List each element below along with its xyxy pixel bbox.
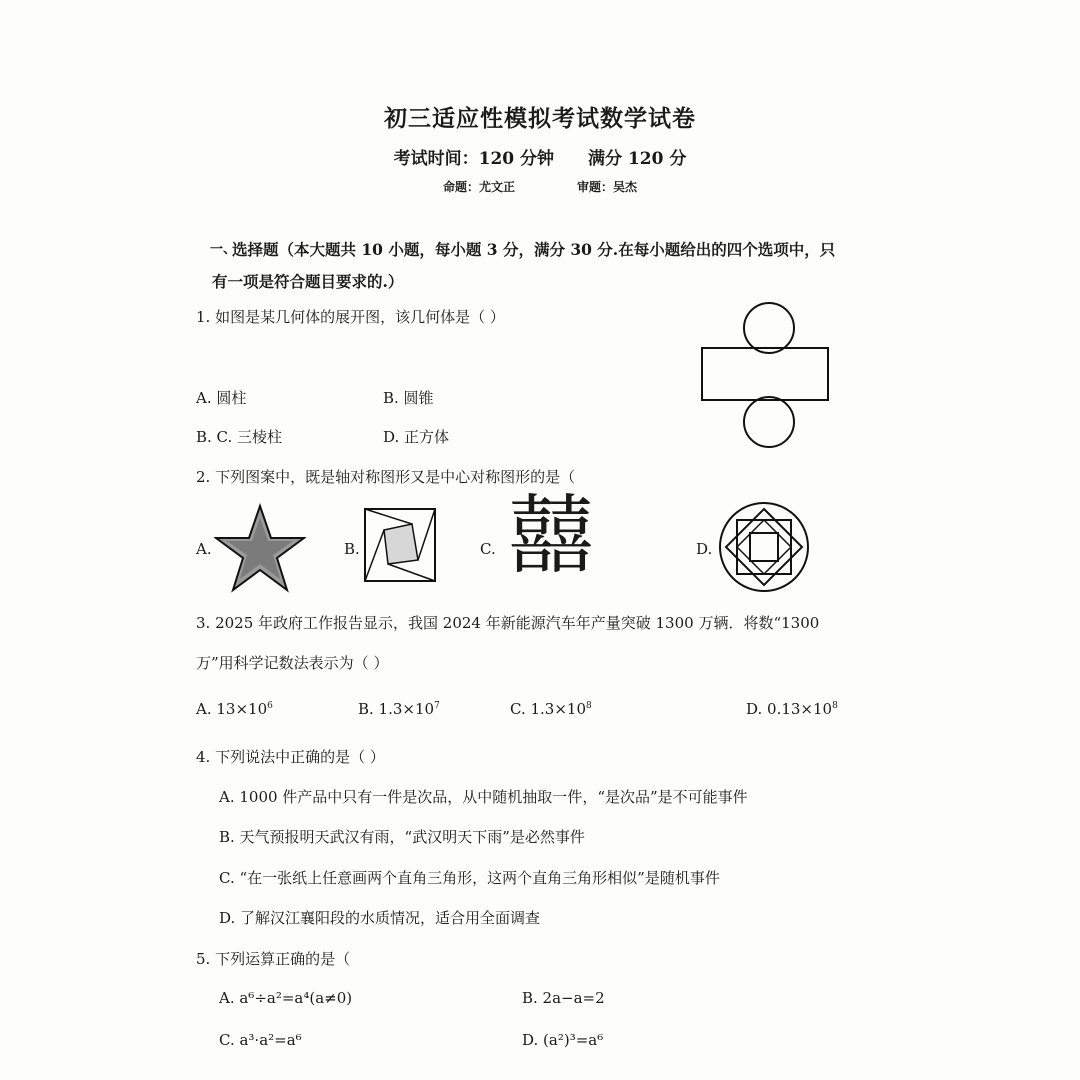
q3-stem-line-2: 万”用科学记数法表示为（ ） <box>196 654 389 672</box>
q3-option-d-exponent: 8 <box>832 701 838 711</box>
q3-option-d[interactable] <box>746 700 838 718</box>
q4-option-b[interactable]: B. 天气预报明天武汉有雨，“武汉明天下雨”是必然事件 <box>219 828 585 846</box>
q4-option-c[interactable]: C. “在一张纸上任意画两个直角三角形，这两个直角三角形相似”是随机事件 <box>219 869 720 887</box>
q5-option-d[interactable]: D. (a²)³=a⁶ <box>522 1031 604 1049</box>
q3-option-d-base: D. 0.13×10 <box>746 700 833 718</box>
exam-score: 满分 120 分 <box>588 149 687 169</box>
q5-option-b[interactable]: B. 2a−a=2 <box>522 989 605 1007</box>
q1-option-b[interactable]: B. 圆锥 <box>383 389 434 407</box>
circle-squares-figure[interactable] <box>718 500 810 594</box>
q3-option-c-exponent: 8 <box>586 701 592 711</box>
reviewer: 审题：吴杰 <box>577 180 638 194</box>
q3-option-a-base: A. 13×10 <box>196 700 268 718</box>
q3-option-b[interactable] <box>358 700 440 718</box>
q4-option-a[interactable]: A. 1000 件产品中只有一件是次品，从中随机抽取一件，“是次品”是不可能事件 <box>219 788 748 806</box>
q4-option-d[interactable]: D. 了解汉江襄阳段的水质情况，适合用全面调查 <box>219 909 541 927</box>
q2-stem: 2. 下列图案中，既是轴对称图形又是中心对称图形的是（ <box>196 468 576 486</box>
q5-stem: 5. 下列运算正确的是（ <box>196 950 351 968</box>
double-happiness-figure[interactable]: 囍 <box>508 486 594 586</box>
q3-option-c[interactable] <box>510 700 592 718</box>
q3-stem-line-1: 3. 2025 年政府工作报告显示，我国 2024 年新能源汽车年产量突破 1300 万辆．将数“1300 <box>196 614 820 632</box>
exam-authors <box>0 178 1080 195</box>
exam-time: 考试时间：120 分钟 <box>393 149 555 169</box>
q2-label-d[interactable]: D. <box>696 540 713 558</box>
q5-option-a[interactable]: A. a⁶÷a²=a⁴(a≠0) <box>219 989 353 1007</box>
q1-option-a[interactable]: A. 圆柱 <box>196 389 247 407</box>
pinwheel-square-figure[interactable] <box>362 506 440 586</box>
q1-option-c[interactable]: B. C. 三棱柱 <box>196 428 283 446</box>
q3-option-b-base: B. 1.3×10 <box>358 700 435 718</box>
section-line-1: 选择题（本大题共 10 小题，每小题 3 分，满分 30 分.在每小题给出的四个选项中，只 <box>232 240 836 259</box>
section-number: 一、 <box>210 242 237 257</box>
star-figure[interactable] <box>214 502 306 594</box>
q3-option-a-exponent: 6 <box>267 701 273 711</box>
q3-option-c-base: C. 1.3×10 <box>510 700 586 718</box>
section-line-2: 有一项是符合题目要求的.） <box>212 272 404 291</box>
q4-stem: 4. 下列说法中正确的是（ ） <box>196 748 385 766</box>
section-heading <box>210 234 852 298</box>
question-setter: 命题：尤文正 <box>442 180 515 194</box>
q1-stem: 1. 如图是某几何体的展开图，该几何体是（ ） <box>196 308 505 326</box>
q1-option-d[interactable]: D. 正方体 <box>383 428 450 446</box>
q3-option-a[interactable] <box>196 700 273 718</box>
q5-option-c[interactable]: C. a³·a²=a⁶ <box>219 1031 302 1049</box>
q2-label-b[interactable]: B. <box>344 540 360 558</box>
exam-info <box>0 144 1080 169</box>
q3-option-b-exponent: 7 <box>434 701 440 711</box>
q2-label-a[interactable]: A. <box>196 540 212 558</box>
q2-label-c[interactable]: C. <box>480 540 496 558</box>
exam-title: 初三适应性模拟考试数学试卷 <box>384 105 696 132</box>
cylinder-net-figure <box>696 296 836 452</box>
